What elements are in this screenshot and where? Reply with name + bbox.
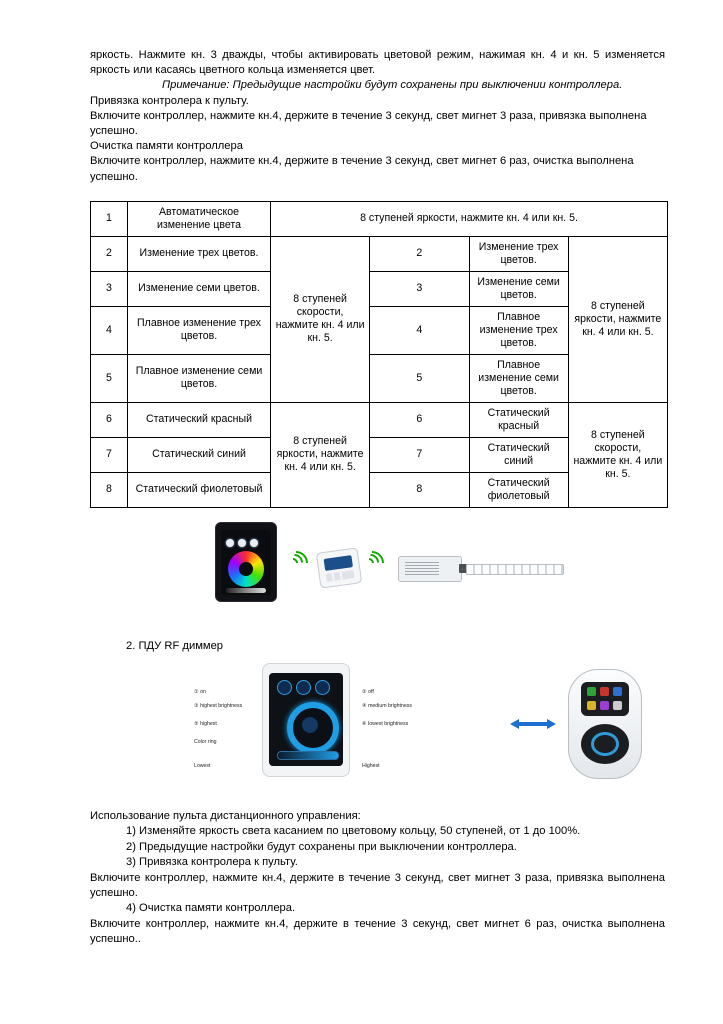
row-number-2: 2 [370, 236, 469, 271]
double-arrow-icon [510, 719, 556, 729]
row-merged-top: 8 ступеней яркости, нажмите кн. 4 или кн. 5. [271, 201, 668, 236]
row-right-label: Статический синий [469, 437, 568, 472]
row-number: 8 [91, 472, 128, 507]
tablet-device-icon [215, 522, 277, 602]
led-controller-icon [398, 556, 462, 582]
color-wheel-icon [228, 551, 264, 587]
row-right-label: Изменение трех цветов. [469, 236, 568, 271]
usage-heading: Использование пульта дистанционного управления: [90, 810, 361, 823]
rf-remote-icon [568, 669, 642, 779]
row-right-label: Изменение семи цветов. [469, 271, 568, 306]
figure-label-highest: ⑤ highest [194, 721, 217, 728]
figure-label-lowest-brightness: ⑥ lowest brightness [362, 721, 409, 728]
rf-preset-buttons [277, 680, 337, 694]
row-number-2: 5 [370, 354, 469, 402]
usage-item-4: 4) Очистка памяти контроллера. [126, 902, 296, 915]
binding-text: Включите контроллер, нажмите кн.4, держите в течение 3 секунд, свет мигнет 3 раза, привязка выполнена успешно. [90, 109, 647, 138]
remote-screen [324, 555, 353, 571]
row-number-2: 7 [370, 437, 469, 472]
rf-color-ring-icon [287, 702, 339, 754]
rf-remote-ring [581, 724, 629, 764]
row-number: 1 [91, 201, 128, 236]
table-row [91, 236, 668, 271]
row-number: 2 [91, 236, 128, 271]
usage-item-1: 1) Изменяйте яркость света касанием по цветовому кольцу, 50 ступеней, от 1 до 100%. [126, 825, 581, 838]
remote-buttons [326, 570, 355, 582]
brightness-bar-icon [226, 588, 266, 593]
usage-item-3: 3) Привязка контролера к пульту. [126, 856, 298, 869]
figure-label-highest-2: Highest [362, 763, 380, 770]
row-left-label: Статический фиолетовый [128, 472, 271, 507]
row-left-label: Статический синий [128, 437, 271, 472]
row-right-label: Плавное изменение трех цветов. [469, 306, 568, 354]
row-number-2: 3 [370, 271, 469, 306]
table-row [91, 201, 668, 236]
row-number-2: 8 [370, 472, 469, 507]
binding-heading: Привязка контролера к пульту. [90, 94, 249, 107]
row-left-label: Статический красный [128, 402, 271, 437]
remote-device-icon [316, 547, 363, 588]
figure-label-lowest: Lowest [194, 763, 211, 770]
wifi-wave-icon [362, 548, 388, 574]
figure-label-highest-brightness: ③ highest brightness [194, 703, 243, 710]
row-right-label: Статический красный [469, 402, 568, 437]
row-left-label: Изменение трех цветов. [128, 236, 271, 271]
figure-label-off: ② off [362, 689, 374, 696]
row-left-label: Изменение семи цветов. [128, 271, 271, 306]
merged-bright-left: 8 ступеней яркости, нажмите кн. 4 или кн. 5. [271, 402, 370, 507]
usage-item-4-text: Включите контроллер, нажмите кн.4, держите в течение 3 секунд, свет мигнет 6 раз, очистка выполнена успешно.. [90, 917, 665, 946]
figure-label-on: ① on [194, 689, 206, 696]
rf-tablet-icon [262, 663, 350, 777]
row-number: 4 [91, 306, 128, 354]
figure-label-color-ring: Color ring [194, 739, 217, 746]
note-paragraph: Примечание: Предыдущие настройки будут сохранены при выключении контроллера. [162, 79, 623, 92]
row-left-label: Плавное изменение семи цветов. [128, 354, 271, 402]
row-number-2: 6 [370, 402, 469, 437]
merged-speed-cell: 8 ступеней скорости, нажмите кн. 4 или кн. 5. [271, 236, 370, 402]
clear-memory-text: Включите контроллер, нажмите кн.4, держите в течение 3 секунд, свет мигнет 6 раз, очистка выполнена успешно. [90, 155, 634, 183]
usage-item-2: 2) Предыдущие настройки будут сохранены при выключении контроллера. [126, 840, 517, 853]
intro-paragraph: яркость. Нажмите кн. 3 дважды, чтобы активировать цветовой режим, нажимая кн. 4 и кн. 5 изменяется яркость или касаясь цветного кольца изменяется цвет. [90, 49, 665, 77]
usage-item-3-text: Включите контроллер, нажмите кн.4, держите в течение 3 секунд, свет мигнет 3 раза, привязка выполнена успешно. [90, 871, 665, 900]
rf-brightness-slider [277, 751, 339, 760]
bottom-text-block [90, 809, 665, 948]
figure-rf-dimmer [90, 663, 665, 793]
figure-wifi-controller [90, 522, 665, 614]
controller-label [405, 562, 439, 575]
merged-bright-right-1: 8 ступеней яркости, нажмите кн. 4 или кн. 5. [568, 236, 667, 402]
led-strip-icon [466, 564, 564, 575]
row-left-label: Плавное изменение трех цветов. [128, 306, 271, 354]
modes-table [90, 201, 668, 508]
wifi-wave-icon [286, 548, 312, 574]
section-2-title: 2. ПДУ RF диммер [126, 639, 224, 652]
row-right-label: Плавное изменение семи цветов. [469, 354, 568, 402]
row-right-label: Статический фиолетовый [469, 472, 568, 507]
row-number: 5 [91, 354, 128, 402]
row-number: 3 [91, 271, 128, 306]
row-number: 6 [91, 402, 128, 437]
table-row [91, 402, 668, 437]
preset-dots-icon [226, 534, 266, 546]
merged-bright-right-2: 8 ступеней скорости, нажмите кн. 4 или кн. 5. [568, 402, 667, 507]
rf-remote-pad [581, 682, 629, 716]
row-number: 7 [91, 437, 128, 472]
row-number-2: 4 [370, 306, 469, 354]
figure-label-medium-brightness: ④ medium brightness [362, 703, 412, 710]
row-left-label: Автоматическое изменение цвета [128, 201, 271, 236]
clear-memory-heading: Очистка памяти контроллера [90, 140, 243, 153]
